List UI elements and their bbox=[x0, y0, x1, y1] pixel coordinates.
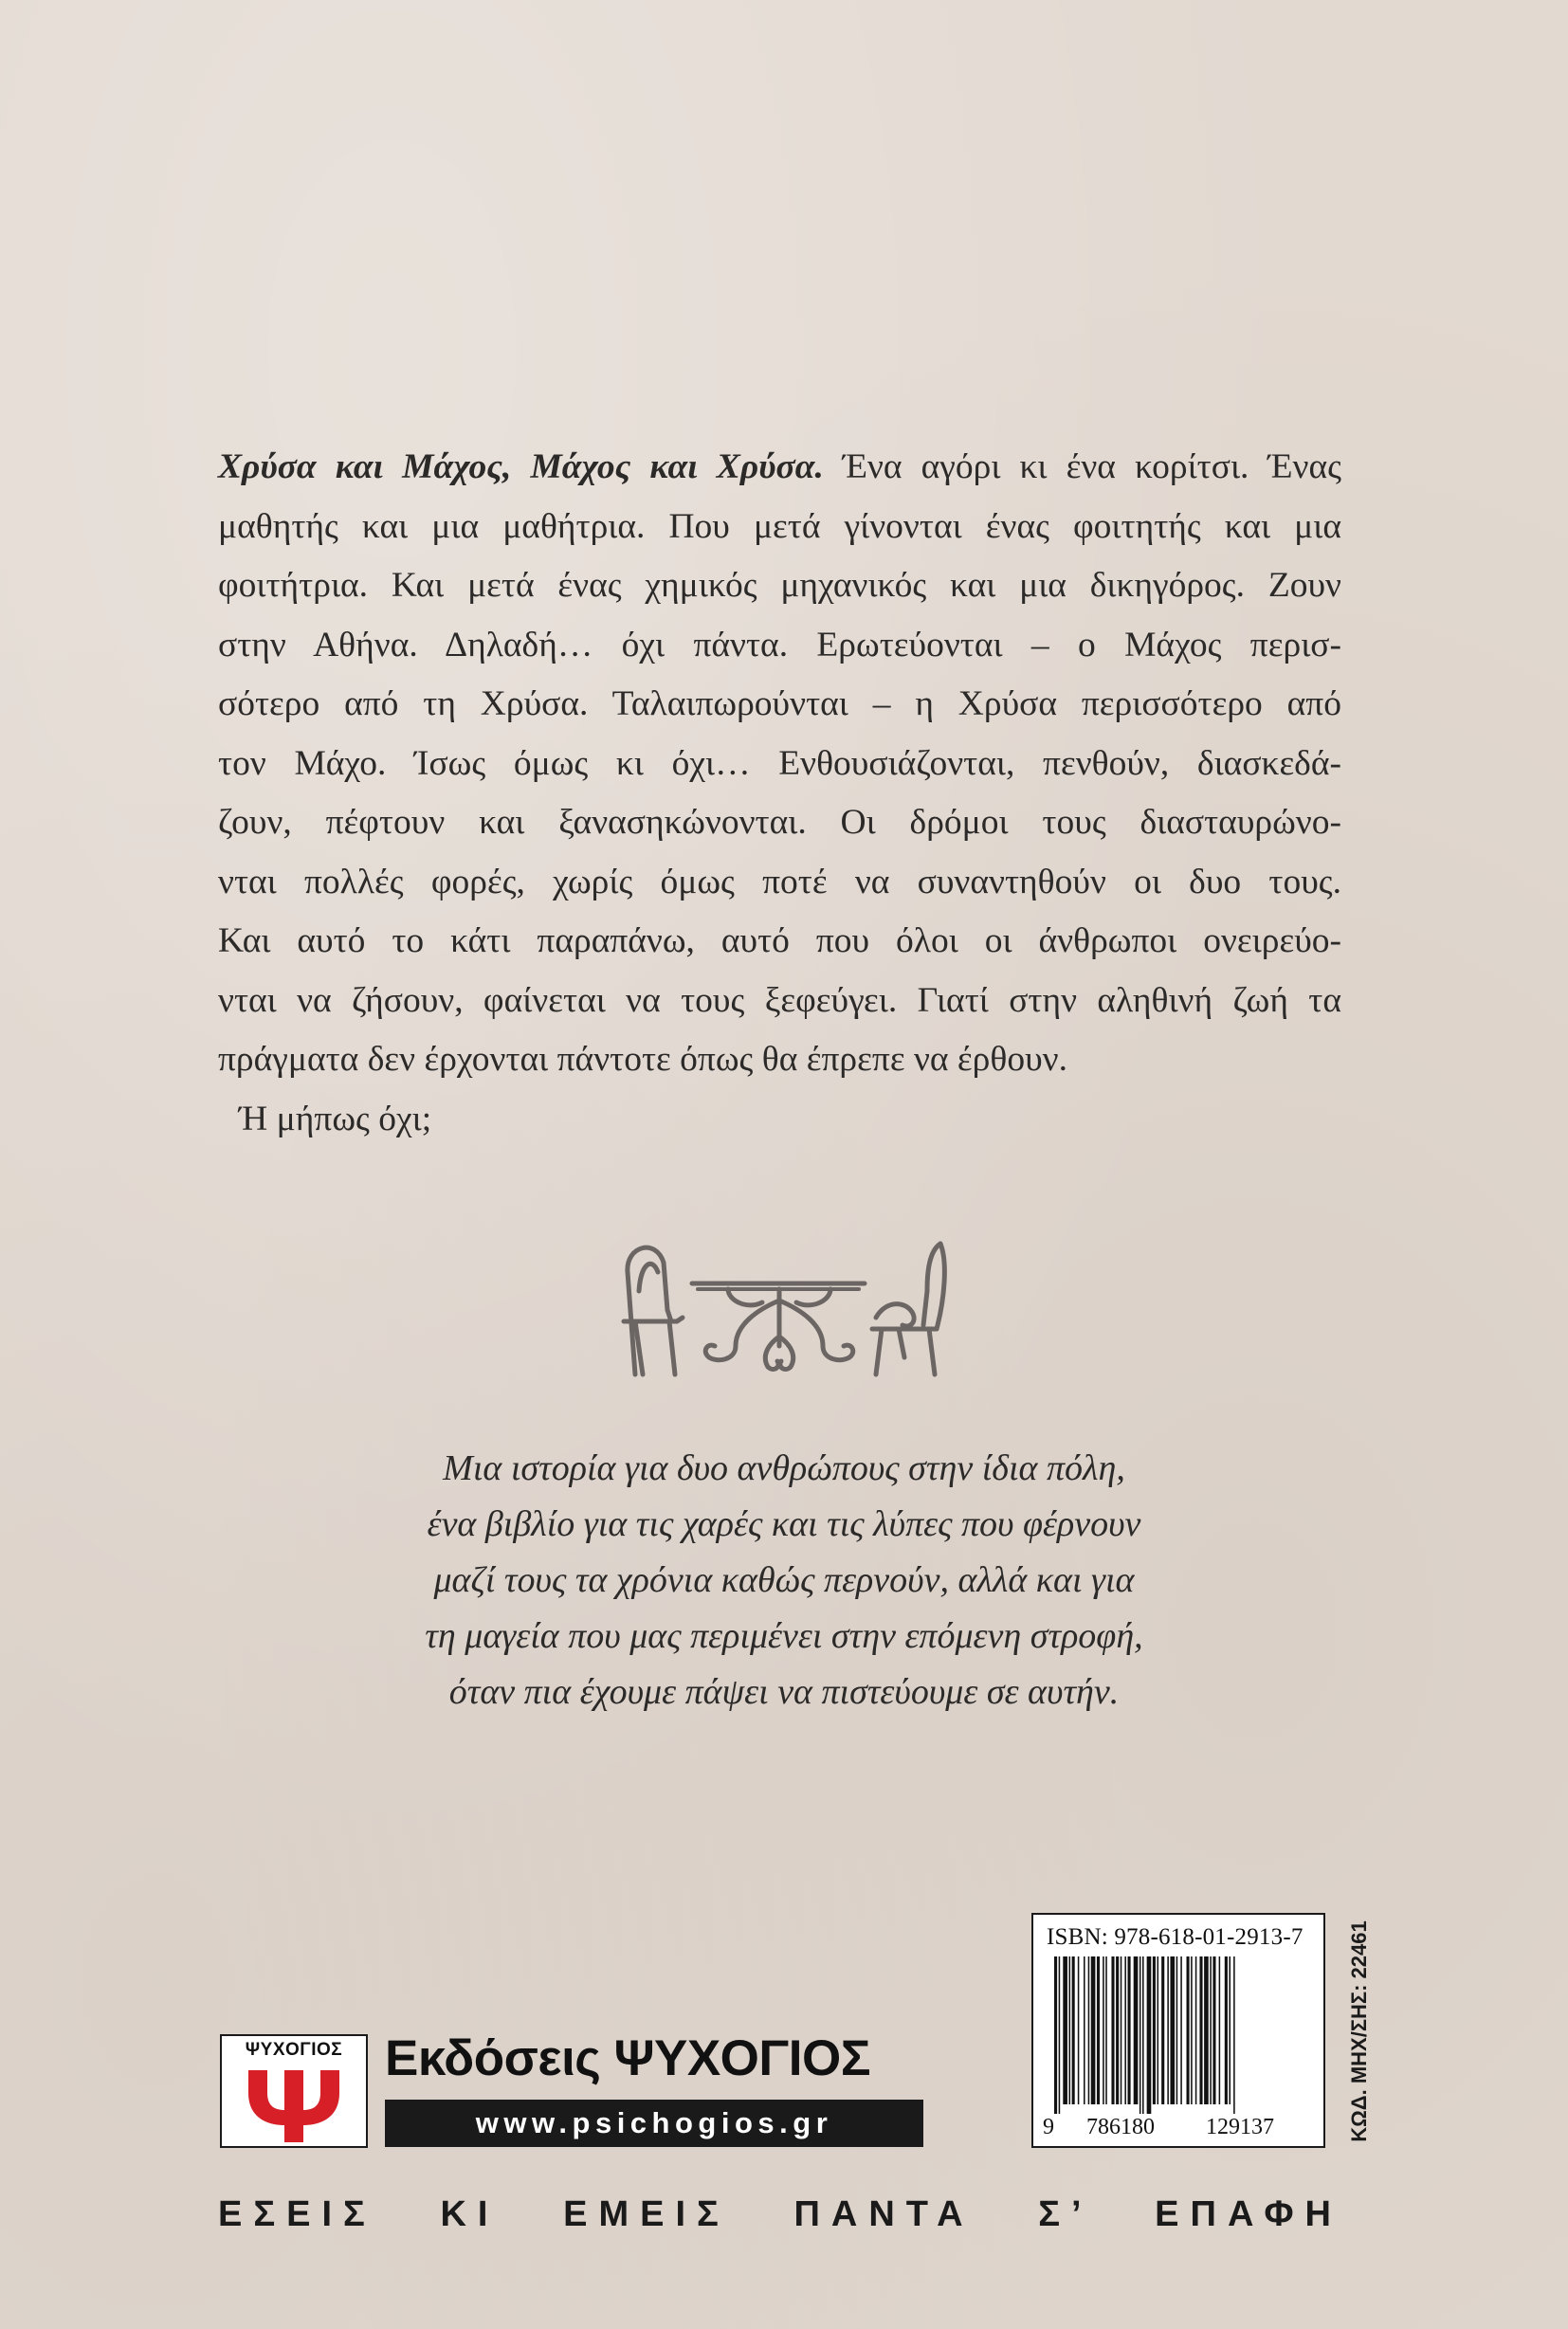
barcode-bar bbox=[1054, 1956, 1057, 2114]
barcode-bar bbox=[1105, 1956, 1107, 2104]
tagline-line-4: τη μαγεία που μας περιμένει στην επόμενη στροφή, bbox=[425, 1616, 1143, 1656]
barcode-bar bbox=[1167, 1956, 1169, 2104]
barcode-bar bbox=[1059, 1956, 1061, 2114]
blurb-line-6: τον Μάχο. Ίσως όμως κι όχι… Ενθουσιάζονται, πενθούν, διασκεδά- bbox=[218, 743, 1341, 783]
tagline bbox=[284, 1441, 1284, 1720]
cafe-table-chairs-icon bbox=[614, 1234, 956, 1378]
left-chair-icon bbox=[624, 1247, 683, 1374]
barcode-bar bbox=[1091, 1956, 1096, 2104]
barcode-bar bbox=[1191, 1956, 1193, 2104]
publisher-slogan: ΕΣΕΙΣ ΚΙ ΕΜΕΙΣ ΠΑΝΤΑ Σ’ ΕΠΑΦΗ bbox=[218, 2194, 1342, 2234]
barcode-bar bbox=[1210, 1956, 1212, 2104]
barcode-bar bbox=[1069, 1956, 1071, 2104]
blurb-lead: Χρύσα και Μάχος, Μάχος και Χρύσα. bbox=[218, 447, 824, 486]
tagline-line-1: Μια ιστορία για δυο ανθρώπους στην ίδια πόλη, bbox=[443, 1448, 1125, 1488]
barcode-bar bbox=[1212, 1956, 1215, 2104]
barcode-digit-group-2: 129137 bbox=[1206, 2115, 1274, 2139]
barcode-bar bbox=[1134, 1956, 1139, 2104]
barcode-bar bbox=[1199, 1956, 1202, 2104]
blurb-line-2: μαθητής και μια μαθήτρια. Που μετά γίνονται ένας φοιτητής και μια bbox=[218, 506, 1341, 546]
barcode-bar bbox=[1142, 1956, 1144, 2114]
barcode-bar bbox=[1072, 1956, 1075, 2104]
barcode-bar bbox=[1233, 1956, 1235, 2114]
publisher-logo bbox=[220, 2034, 368, 2148]
publisher-name: Εκδόσεις ΨΥΧΟΓΙΟΣ bbox=[385, 2030, 871, 2086]
barcode-bar bbox=[1063, 1956, 1067, 2104]
barcode-bar bbox=[1111, 1956, 1114, 2104]
barcode-bar bbox=[1121, 1956, 1122, 2104]
table-icon bbox=[692, 1283, 865, 1369]
blurb-line-3: φοιτήτρια. Και μετά ένας χημικός μηχανικός και μια δικηγόρος. Ζουν bbox=[218, 566, 1341, 605]
isbn-barcode bbox=[1031, 1913, 1325, 2148]
blurb-line-9: Και αυτό το κάτι παραπάνω, αυτό που όλοι οι άνθρωποι ονειρεύο- bbox=[218, 921, 1341, 960]
barcode-icon bbox=[1050, 1956, 1312, 2114]
barcode-bar bbox=[1153, 1956, 1156, 2104]
blurb-line-1: Χρύσα και Μάχος, Μάχος και Χρύσα. Ένα αγόρι κι ένα κορίτσι. Ένας bbox=[218, 447, 1341, 486]
tagline-line-3: μαζί τους τα χρόνια καθώς περνούν, αλλά και για bbox=[433, 1560, 1135, 1600]
tagline-line-2: ένα βιβλίο για τις χαρές και τις λύπες που φέρνουν bbox=[427, 1504, 1141, 1544]
barcode-digit-group-1: 786180 bbox=[1086, 2115, 1155, 2139]
barcode-bar bbox=[1147, 1956, 1152, 2114]
barcode-digit-first: 9 bbox=[1043, 2115, 1054, 2139]
barcode-bar bbox=[1170, 1956, 1175, 2104]
barcode-bar bbox=[1229, 1956, 1231, 2104]
product-code-text: ΚΩΔ. ΜΗΧ/ΣΗΣ: 22461 bbox=[1347, 1920, 1371, 2142]
psi-logo-icon bbox=[222, 2065, 366, 2146]
blurb-line-7: ζουν, πέφτουν και ξανασηκώνονται. Οι δρόμοι τους διασταυρώνο- bbox=[218, 803, 1341, 842]
publisher-website-link[interactable]: www.psichogios.gr bbox=[385, 2100, 923, 2147]
barcode-bar bbox=[1097, 1956, 1100, 2104]
barcode-bar bbox=[1088, 1956, 1090, 2104]
barcode-bar bbox=[1161, 1956, 1164, 2104]
barcode-bar bbox=[1103, 1956, 1104, 2104]
tagline-line-5: όταν πια έχουμε πάψει να πιστεύουμε σε αυτήν. bbox=[448, 1672, 1120, 1712]
blurb-closing-question: Ή μήπως όχι; bbox=[239, 1099, 432, 1138]
barcode-bar bbox=[1124, 1956, 1126, 2104]
blurb-line-5: σότερο από τη Χρύσα. Ταλαιπωρούνται – η Χρύσα περισσότερο από bbox=[218, 684, 1341, 723]
barcode-bar bbox=[1158, 1956, 1159, 2104]
isbn-label: ISBN: 978-618-01-2913-7 bbox=[1047, 1924, 1304, 1950]
logo-text: ΨΥΧΟΓΙΟΣ bbox=[245, 2040, 343, 2060]
barcode-bar bbox=[1128, 1956, 1131, 2104]
barcode-bar bbox=[1084, 1956, 1085, 2104]
blurb-line-11: πράγματα δεν έρχονται πάντοτε όπως θα έπρεπε να έρθουν. bbox=[218, 1040, 1067, 1079]
barcode-bar bbox=[1140, 1956, 1141, 2114]
barcode-bar bbox=[1180, 1956, 1182, 2104]
right-chair-icon bbox=[872, 1244, 944, 1374]
product-code bbox=[1345, 1913, 1374, 2150]
barcode-bar bbox=[1078, 1956, 1080, 2104]
barcode-bar bbox=[1176, 1956, 1178, 2104]
blurb-line-8: νται πολλές φορές, χωρίς όμως ποτέ να συναντηθούν οι δυο τους. bbox=[218, 862, 1341, 901]
blurb-line-4: στην Αθήνα. Δηλαδή… όχι πάντα. Ερωτεύονται – ο Μάχος περισ- bbox=[218, 625, 1341, 664]
barcode-bar bbox=[1225, 1956, 1228, 2104]
barcode-bar bbox=[1187, 1956, 1190, 2104]
barcode-bar bbox=[1204, 1956, 1209, 2104]
barcode-bar bbox=[1219, 1956, 1221, 2104]
blurb-line-10: νται να ζήσουν, φαίνεται να τους ξεφεύγει. Γιατί στην αληθινή ζωή τα bbox=[218, 980, 1341, 1020]
back-cover-blurb bbox=[218, 438, 1341, 1149]
barcode-bar bbox=[1116, 1956, 1119, 2104]
barcode-bar bbox=[1195, 1956, 1197, 2104]
